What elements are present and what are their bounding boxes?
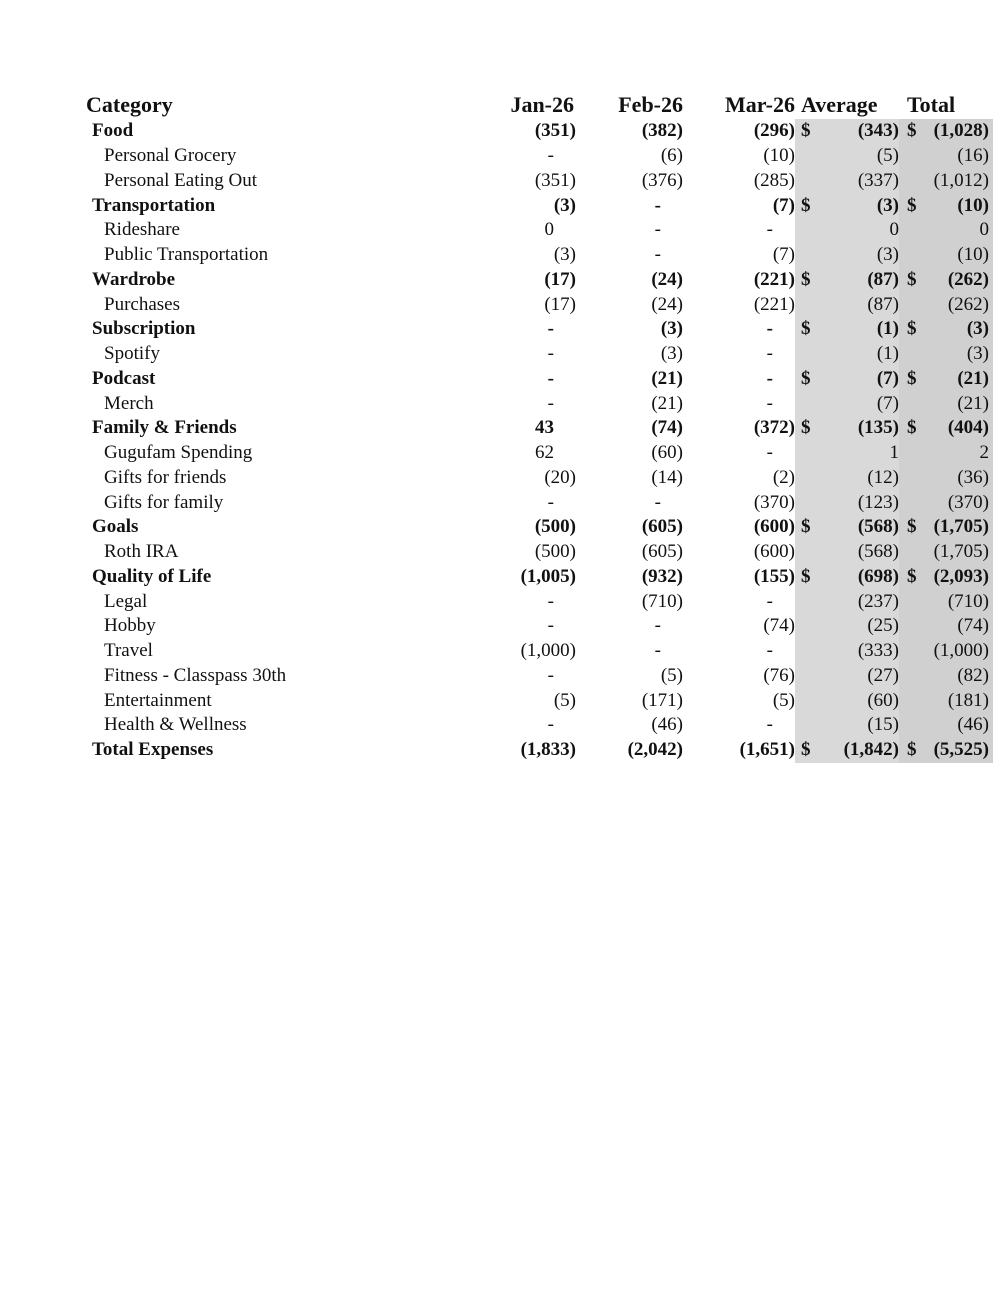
- feb-value: (3): [660, 318, 683, 340]
- currency-symbol: [795, 243, 821, 268]
- currency-symbol: [899, 664, 929, 689]
- category-cell: [86, 639, 404, 664]
- category-cell: [86, 466, 404, 491]
- table-row: [86, 664, 993, 689]
- currency-symbol: $: [899, 416, 929, 441]
- category-cell: [86, 490, 404, 515]
- currency-symbol: $: [795, 565, 821, 590]
- category-group-row: [86, 193, 993, 218]
- category-cell: [86, 614, 404, 639]
- currency-symbol: $: [899, 367, 929, 392]
- mar-value: -: [766, 367, 773, 389]
- currency-symbol: [795, 540, 821, 565]
- currency-symbol: [899, 169, 929, 194]
- header-average: Average: [801, 92, 878, 117]
- item-label: Personal Grocery: [104, 145, 237, 167]
- average-value: (343): [821, 119, 899, 144]
- item-label: Health & Wellness: [104, 714, 247, 736]
- feb-value: (21): [651, 367, 683, 389]
- jan-value: -: [547, 367, 554, 389]
- item-label: Gifts for friends: [104, 466, 227, 488]
- average-value: (15): [821, 713, 899, 738]
- mar-value: -: [766, 442, 773, 464]
- average-value: (568): [821, 515, 899, 540]
- jan-value: 0: [544, 219, 554, 241]
- average-value: (1): [821, 317, 899, 342]
- item-label: Spotify: [104, 343, 160, 365]
- jan-value: (3): [553, 194, 576, 216]
- table-row: [86, 688, 993, 713]
- mar-value: -: [766, 343, 773, 365]
- average-value: (3): [821, 243, 899, 268]
- average-value: (333): [821, 639, 899, 664]
- jan-value: (20): [544, 466, 576, 488]
- category-cell: [86, 243, 404, 268]
- average-value: (7): [821, 367, 899, 392]
- currency-symbol: [795, 218, 821, 243]
- category-cell: [86, 218, 404, 243]
- currency-symbol: [899, 342, 929, 367]
- item-label: Roth IRA: [104, 541, 179, 563]
- table-row: [86, 169, 993, 194]
- mar-value: (7): [772, 194, 795, 216]
- total-value: (1,012): [929, 169, 993, 194]
- jan-value: 43: [535, 417, 554, 439]
- category-cell: [86, 317, 404, 342]
- category-cell: [86, 565, 404, 590]
- currency-symbol: [795, 713, 821, 738]
- mar-value: -: [766, 318, 773, 340]
- table-row: [86, 614, 993, 639]
- average-value: (568): [821, 540, 899, 565]
- group-label: Food: [92, 120, 134, 142]
- average-value: 0: [821, 218, 899, 243]
- total-value: (1,705): [929, 540, 993, 565]
- jan-value: (5): [553, 689, 576, 711]
- average-value: (123): [821, 490, 899, 515]
- total-value: (36): [929, 466, 993, 491]
- total-value: (370): [929, 490, 993, 515]
- feb-value: (6): [660, 145, 683, 167]
- group-label: Quality of Life: [92, 565, 212, 587]
- currency-symbol: [795, 169, 821, 194]
- category-cell: [86, 367, 404, 392]
- average-value: (135): [821, 416, 899, 441]
- currency-symbol: $: [795, 119, 821, 144]
- category-cell: [86, 268, 404, 293]
- currency-symbol: [899, 218, 929, 243]
- average-value: (87): [821, 292, 899, 317]
- currency-symbol: [795, 614, 821, 639]
- currency-symbol: [795, 292, 821, 317]
- total-value: (82): [929, 664, 993, 689]
- feb-value: (24): [651, 268, 683, 290]
- feb-value: (21): [651, 392, 683, 414]
- item-label: Purchases: [104, 293, 180, 315]
- header-jan: Jan-26: [510, 92, 574, 117]
- currency-symbol: [899, 639, 929, 664]
- total-value: 0: [929, 218, 993, 243]
- currency-symbol: [899, 614, 929, 639]
- total-value: (10): [929, 243, 993, 268]
- category-group-row: [86, 268, 993, 293]
- jan-value: -: [547, 392, 554, 414]
- currency-symbol: $: [899, 738, 929, 763]
- header-mar: Mar-26: [724, 92, 795, 117]
- currency-symbol: $: [795, 268, 821, 293]
- group-label: Wardrobe: [92, 268, 176, 290]
- header-feb: Feb-26: [618, 92, 683, 117]
- item-label: Rideshare: [104, 219, 180, 241]
- mar-value: (74): [763, 615, 795, 637]
- average-value: (5): [821, 144, 899, 169]
- mar-value: -: [766, 714, 773, 736]
- category-cell: [86, 342, 404, 367]
- item-label: Public Transportation: [104, 244, 269, 266]
- category-cell: [86, 664, 404, 689]
- budget-table: [86, 88, 993, 763]
- jan-value: (500): [534, 541, 576, 563]
- category-group-row: [86, 565, 993, 590]
- category-cell: [86, 738, 404, 763]
- table-row: [86, 540, 993, 565]
- total-value: (2,093): [929, 565, 993, 590]
- total-value: (21): [929, 391, 993, 416]
- jan-value: (3): [553, 244, 576, 266]
- table-row: [86, 466, 993, 491]
- mar-value: (372): [753, 417, 795, 439]
- mar-value: (76): [763, 664, 795, 686]
- mar-value: (155): [753, 565, 795, 587]
- currency-symbol: [795, 466, 821, 491]
- table-row: [86, 342, 993, 367]
- mar-value: (370): [753, 491, 795, 513]
- table-row: [86, 713, 993, 738]
- total-value: (181): [929, 688, 993, 713]
- currency-symbol: $: [899, 268, 929, 293]
- category-cell: [86, 441, 404, 466]
- mar-value: (600): [753, 516, 795, 538]
- item-label: Gifts for family: [104, 491, 224, 513]
- currency-symbol: [899, 713, 929, 738]
- currency-symbol: [899, 144, 929, 169]
- total-value: (262): [929, 268, 993, 293]
- feb-value: -: [654, 194, 661, 216]
- group-label: Total Expenses: [92, 739, 214, 761]
- total-value: (262): [929, 292, 993, 317]
- feb-value: (710): [641, 590, 683, 612]
- jan-value: (351): [534, 169, 576, 191]
- total-value: (710): [929, 589, 993, 614]
- table-row: [86, 218, 993, 243]
- table-row: [86, 589, 993, 614]
- currency-symbol: $: [899, 193, 929, 218]
- total-value: (3): [929, 317, 993, 342]
- category-cell: [86, 193, 404, 218]
- total-value: (1,705): [929, 515, 993, 540]
- feb-value: -: [654, 491, 661, 513]
- category-group-row: [86, 416, 993, 441]
- table-row: [86, 490, 993, 515]
- item-label: Gugufam Spending: [104, 442, 253, 464]
- average-value: (25): [821, 614, 899, 639]
- header-total: Total: [907, 92, 956, 117]
- average-value: (87): [821, 268, 899, 293]
- currency-symbol: [899, 391, 929, 416]
- category-cell: [86, 169, 404, 194]
- currency-symbol: $: [899, 119, 929, 144]
- currency-symbol: $: [795, 317, 821, 342]
- category-cell: [86, 416, 404, 441]
- feb-value: -: [654, 640, 661, 662]
- feb-value: -: [654, 615, 661, 637]
- average-value: (337): [821, 169, 899, 194]
- currency-symbol: [795, 490, 821, 515]
- average-value: 1: [821, 441, 899, 466]
- category-group-row: [86, 515, 993, 540]
- currency-symbol: $: [899, 515, 929, 540]
- total-value: (3): [929, 342, 993, 367]
- currency-symbol: [899, 466, 929, 491]
- currency-symbol: [899, 292, 929, 317]
- category-group-row: [86, 119, 993, 144]
- group-label: Transportation: [92, 194, 216, 216]
- jan-value: (1,000): [520, 640, 576, 662]
- item-label: Merch: [104, 392, 154, 414]
- total-value: (1,000): [929, 639, 993, 664]
- table-row: [86, 144, 993, 169]
- feb-value: (5): [660, 664, 683, 686]
- table-body: [86, 119, 993, 763]
- item-label: Entertainment: [104, 689, 212, 711]
- total-value: (74): [929, 614, 993, 639]
- category-cell: [86, 540, 404, 565]
- item-label: Fitness - Classpass 30th: [104, 664, 287, 686]
- table-row: [86, 243, 993, 268]
- jan-value: (1,833): [520, 739, 576, 761]
- total-value: (404): [929, 416, 993, 441]
- header-category: Category: [86, 92, 173, 117]
- category-group-row: [86, 317, 993, 342]
- category-cell: [86, 515, 404, 540]
- feb-value: (3): [660, 343, 683, 365]
- mar-value: -: [766, 219, 773, 241]
- header-row: [86, 88, 993, 119]
- category-cell: [86, 119, 404, 144]
- category-group-row: [86, 367, 993, 392]
- currency-symbol: [899, 441, 929, 466]
- mar-value: -: [766, 590, 773, 612]
- mar-value: (10): [763, 145, 795, 167]
- average-value: (12): [821, 466, 899, 491]
- category-cell: [86, 391, 404, 416]
- average-value: (27): [821, 664, 899, 689]
- feb-value: (376): [641, 169, 683, 191]
- feb-value: (171): [641, 689, 683, 711]
- mar-value: (296): [753, 120, 795, 142]
- total-value: (10): [929, 193, 993, 218]
- group-label: Podcast: [92, 367, 156, 389]
- currency-symbol: [795, 342, 821, 367]
- jan-value: -: [547, 615, 554, 637]
- currency-symbol: $: [795, 416, 821, 441]
- mar-value: (285): [753, 169, 795, 191]
- mar-value: -: [766, 392, 773, 414]
- feb-value: (382): [641, 120, 683, 142]
- currency-symbol: [899, 243, 929, 268]
- average-value: (3): [821, 193, 899, 218]
- average-value: (60): [821, 688, 899, 713]
- currency-symbol: $: [899, 565, 929, 590]
- total-value: (46): [929, 713, 993, 738]
- currency-symbol: $: [795, 367, 821, 392]
- average-value: (237): [821, 589, 899, 614]
- jan-value: 62: [535, 442, 554, 464]
- group-label: Goals: [92, 516, 139, 538]
- jan-value: -: [547, 145, 554, 167]
- feb-value: (2,042): [627, 739, 683, 761]
- group-label: Subscription: [92, 318, 196, 340]
- total-value: (5,525): [929, 738, 993, 763]
- feb-value: (932): [641, 565, 683, 587]
- currency-symbol: [795, 688, 821, 713]
- currency-symbol: $: [899, 317, 929, 342]
- currency-symbol: $: [795, 515, 821, 540]
- jan-value: -: [547, 491, 554, 513]
- mar-value: -: [766, 640, 773, 662]
- feb-value: (605): [641, 516, 683, 538]
- jan-value: (17): [544, 293, 576, 315]
- average-value: (1,842): [821, 738, 899, 763]
- total-value: 2: [929, 441, 993, 466]
- feb-value: -: [654, 219, 661, 241]
- feb-value: (60): [651, 442, 683, 464]
- mar-value: (221): [753, 268, 795, 290]
- feb-value: (46): [651, 714, 683, 736]
- jan-value: (1,005): [520, 565, 576, 587]
- currency-symbol: [795, 391, 821, 416]
- currency-symbol: $: [795, 193, 821, 218]
- table-row: [86, 292, 993, 317]
- category-group-row: [86, 738, 993, 763]
- jan-value: -: [547, 343, 554, 365]
- mar-value: (1,651): [739, 739, 795, 761]
- item-label: Hobby: [104, 615, 156, 637]
- table-row: [86, 391, 993, 416]
- jan-value: -: [547, 664, 554, 686]
- category-cell: [86, 713, 404, 738]
- currency-symbol: [899, 490, 929, 515]
- table-row: [86, 441, 993, 466]
- item-label: Personal Eating Out: [104, 169, 258, 191]
- jan-value: -: [547, 318, 554, 340]
- mar-value: (5): [772, 689, 795, 711]
- mar-value: (600): [753, 541, 795, 563]
- feb-value: (24): [651, 293, 683, 315]
- item-label: Travel: [104, 640, 153, 662]
- category-cell: [86, 292, 404, 317]
- currency-symbol: [899, 589, 929, 614]
- total-value: (21): [929, 367, 993, 392]
- average-value: (698): [821, 565, 899, 590]
- currency-symbol: [795, 639, 821, 664]
- average-value: (1): [821, 342, 899, 367]
- feb-value: (14): [651, 466, 683, 488]
- jan-value: (351): [534, 120, 576, 142]
- category-cell: [86, 688, 404, 713]
- currency-symbol: [899, 688, 929, 713]
- jan-value: -: [547, 590, 554, 612]
- table-row: [86, 639, 993, 664]
- category-cell: [86, 589, 404, 614]
- total-value: (16): [929, 144, 993, 169]
- mar-value: (221): [753, 293, 795, 315]
- item-label: Legal: [104, 590, 148, 612]
- currency-symbol: [899, 540, 929, 565]
- mar-value: (2): [772, 466, 795, 488]
- currency-symbol: $: [795, 738, 821, 763]
- jan-value: (17): [544, 268, 576, 290]
- jan-value: (500): [534, 516, 576, 538]
- currency-symbol: [795, 144, 821, 169]
- total-value: (1,028): [929, 119, 993, 144]
- jan-value: -: [547, 714, 554, 736]
- feb-value: (605): [641, 541, 683, 563]
- mar-value: (7): [772, 244, 795, 266]
- group-label: Family & Friends: [92, 417, 237, 439]
- currency-symbol: [795, 441, 821, 466]
- category-cell: [86, 144, 404, 169]
- currency-symbol: [795, 589, 821, 614]
- feb-value: (74): [651, 417, 683, 439]
- average-value: (7): [821, 391, 899, 416]
- currency-symbol: [795, 664, 821, 689]
- feb-value: -: [654, 244, 661, 266]
